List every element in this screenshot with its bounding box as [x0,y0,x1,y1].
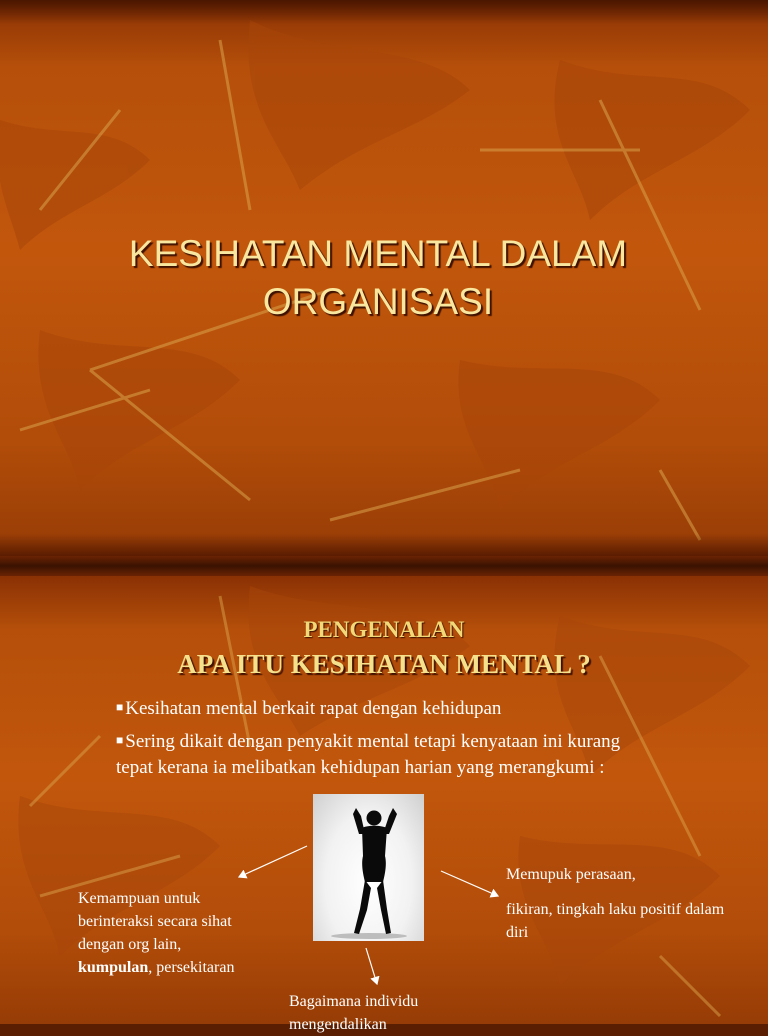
person-silhouette-image [313,794,424,941]
slide-title-line-1: KESIHATAN MENTAL DALAM [128,233,628,274]
note-interaction [78,887,248,979]
bullet-icon: ■ [116,733,124,747]
bullet-item [116,727,636,781]
slide-subtitle: PENGENALAN [303,617,465,642]
bullet-list [116,694,636,786]
person-arms-raised-icon [313,794,424,941]
note-bold-text: kumpulan [78,959,149,976]
bullet-text: Kesihatan mental berkait rapat dengan kehidupan [125,698,502,719]
slide-title-line-2: ORGANISASI [262,281,494,322]
content-slide [0,576,768,1033]
bullet-icon: ■ [116,700,124,714]
slide-title: APA ITU KESIHATAN MENTAL ? [177,649,591,679]
bullet-text: Sering dikait dengan penyakit mental tetapi kenyataan ini kurang tepat kerana ia melibatkan kehidupan harian yang merangkumi : [116,731,621,778]
bullet-item [116,694,636,722]
note-behaviour: fikiran, tingkah laku positif dalam diri [506,901,725,941]
note-text-end: , persekitaran [148,959,235,976]
slide-title [70,230,686,326]
note-feelings: Memupuk perasaan, [506,866,636,883]
slide-separator [0,556,768,576]
note-text: Kemampuan untuk berinteraksi secara sihat dengan org lain, [78,890,232,953]
note-control: Bagaimana individu mengendalikan [289,993,419,1033]
top-shade [0,0,768,24]
bottom-shade [0,534,768,556]
